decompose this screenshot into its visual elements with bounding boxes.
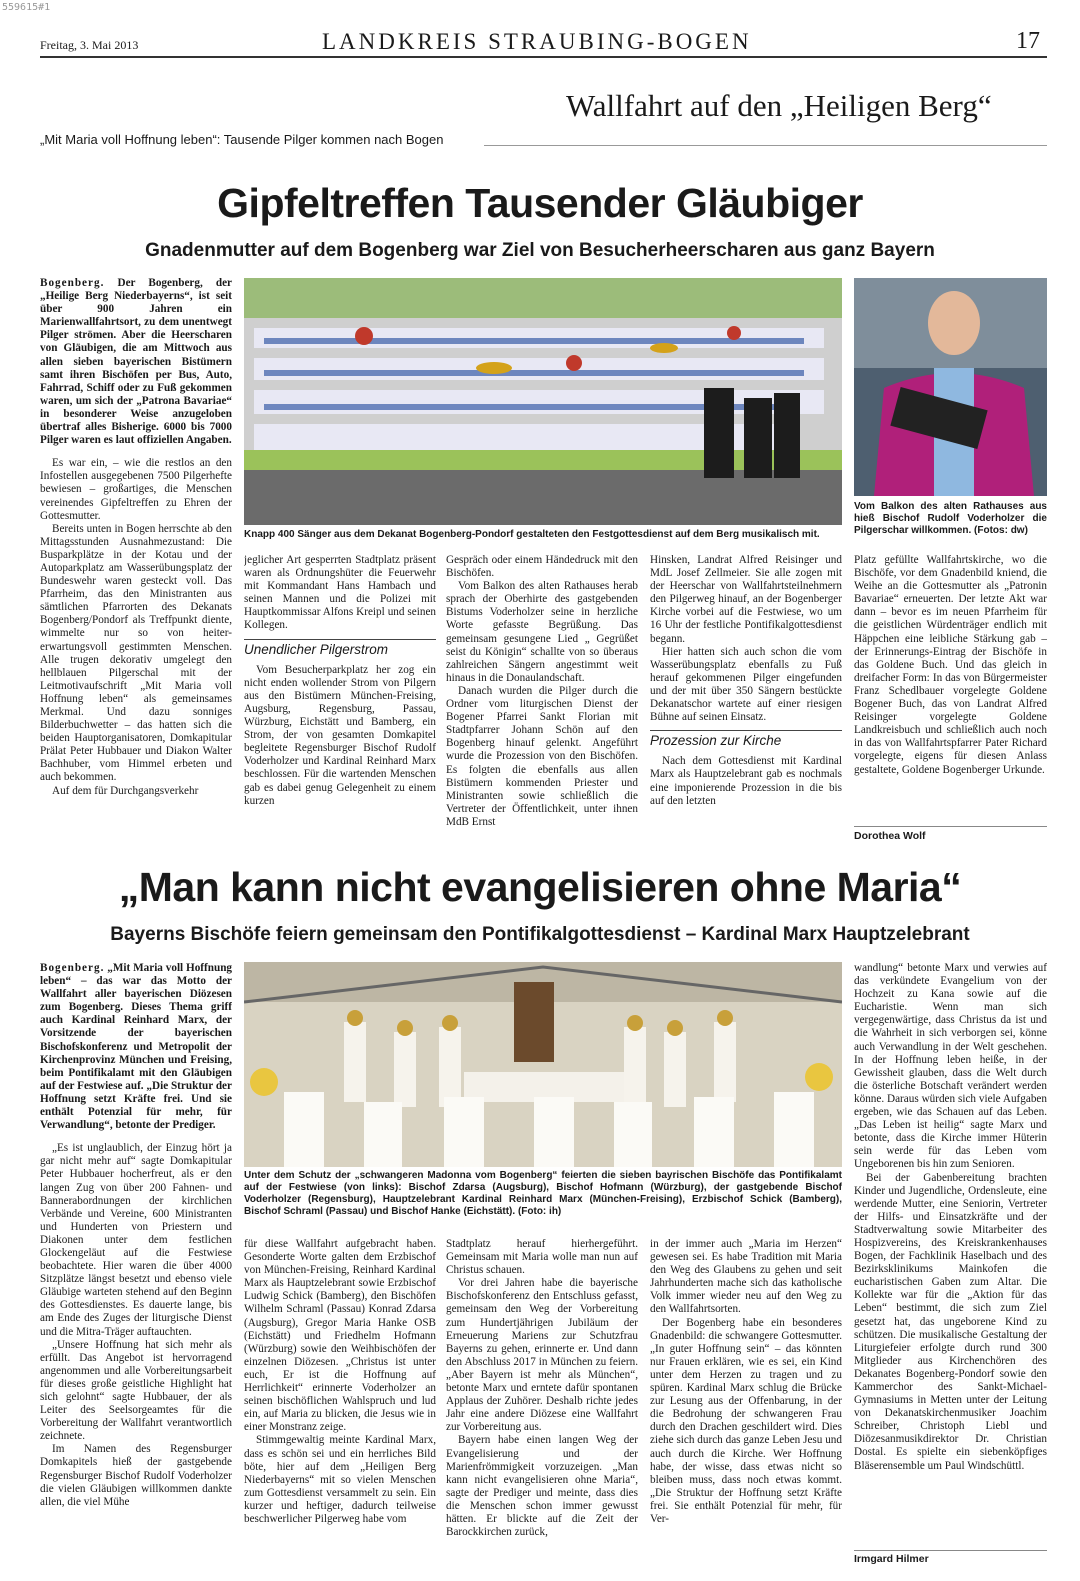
paragraph: Stimmgewaltig meinte Kardinal Marx, dass es schön sei und ein herrliches Bild böte, hier auf dem „Heiligen Berg Niederbayerns“ mit so vielen Menschen zum Gottesdienst versammelt zu sein. Ein kurzer und heftiger, dadurch teilweise beschwerlicher Pilgerweg habe vom xyxy=(244,1434,436,1525)
article2-lead-text: „Mit Maria voll Hoffnung leben“ – das war das Motto der Wallfahrt aller bayerischen Diözesen zum Bogenberg. Dieses Thema griff auch Kardinal Reinhard Marx, der Vorsitzende der bayerischen Bischofskonferenz und Metropolit der Kirchenprovinz München und Freising, beim Pontifikalamt mit den Gläubigen auf der Festwiese auf. „Die Struktur der Hoffnung setzt Kräfte frei. Und sie enthält Potenzial für mehr, für Verwandlung“, betonte der Prediger. xyxy=(40,962,232,1132)
header-rule xyxy=(40,56,1047,58)
paragraph: wandlung“ betonte Marx und verwies auf das verkündete Evangelium von der Hochzeit zu Kana sowie auf die Eucharistie. Wenn man sich vergegenwärtige, dass Christus da ist und die Wahrheit in sich verborgen sei, könne auch Verwandlung in der Welt geschehen. In der Hoffnung leben heiße, in der Gewissheit glauben, dass die Welt durch die österliche Botschaft verändert werden könne. Daraus würden sich viele Aufgaben ergeben, wie das Schauen auf das Leben. „Das Leben ist heilig“ sagte Marx und betonte, dass die Kirche immer Hüterin sein werde für das Leben vom Ungeborenen bis hin zum Senioren. xyxy=(854,962,1047,1171)
paragraph: Stadtplatz herauf hierhergeführt. Gemeinsam mit Maria wolle man nun auf Christus schauen. xyxy=(446,1238,638,1277)
paragraph: Hinsken, Landrat Alfred Reisinger und MdL Josef Zellmeier. Sie alle zogen mit der Heerschar von Wallfahrtsteilnehmern den Pilgerweg hinauf, an der Bogenberger Kirche vorbei auf die Festwiese, wo um 16 Uhr der festliche Pontifikalgottesdienst begann. xyxy=(650,554,842,645)
choir-photo-caption: Knapp 400 Sänger aus dem Dekanat Bogenberg-Pondorf gestalteten den Festgottesdienst auf dem Berg musikalisch mit. xyxy=(244,529,820,540)
paragraph: Vor drei Jahren habe die bayerische Bischofskonferenz den Entschluss gefasst, gemeinsam den Weg der Vorbereitung zum Hundertjährigen Jubiläum der Erneuerung Mariens zur Schutzfrau Bayerns zu gehen, erinnerte er. Und dann den Abschluss 2017 in München zu feiern. „Aber Bayern ist mehr als München“, betonte Marx und erntete dafür spontanen Applaus der Zuhörer. Deshalb richte jedes Jahr eine andere Diözese eine Wallfahrt zur Vorbereitung aus. xyxy=(446,1277,638,1434)
article1-subheadline: Gnadenmutter auf dem Bogenberg war Ziel von Besucherheerscharen aus ganz Bayern xyxy=(145,240,935,261)
paragraph: „Unsere Hoffnung hat sich mehr als erfüllt. Das Angebot ist hervorragend angenommen und alle Vorbereitungsarbeit für dieses große geistliche Highlight hat sich gelohnt“ sagte Hubbauer, der als Leiter des Seelsorgeamtes für die Vorbereitung der Wallfahrt verantwortlich zeichnete. xyxy=(40,1338,232,1443)
bishop-photo xyxy=(854,278,1047,496)
altar-photo xyxy=(244,962,842,1167)
article1-headline: Gipfeltreffen Tausender Gläubiger xyxy=(217,180,863,226)
article1-lead xyxy=(40,277,232,447)
article2-column-3 xyxy=(446,1238,638,1572)
paragraph: Gespräch oder einem Händedruck mit den Bischöfen. xyxy=(446,554,638,580)
paragraph: in der immer auch „Maria im Herzen“ gewesen sei. Es habe Tradition mit Maria den Weg des Glaubens zu gehen und seit Jahrhunderten mache sich das katholische Volk immer wieder neu auf den Weg zu den Wallfahrtsorten. xyxy=(650,1238,842,1316)
altar-photo-caption: Unter dem Schutz der „schwangeren Madonna vom Bogenberg“ feierten die sieben bayrischen Bischöfe das Pontifikalamt auf der Festwiese (von links): Bischof Zdarsa (Augsburg), Bischof Hofmann (Würzburg), der gastgebende Bischof Voderholzer (Regensburg), Hauptzelebrant Kardinal Reinhard Marx (München-Freising), Erzbischof Schick (Bamberg), Bischof Schraml (Passau) und Bischof Hanke (Eichstätt). (Foto: ih) xyxy=(244,1170,842,1217)
paragraph: Nach dem Gottesdienst mit Kardinal Marx als Hauptzelebrant gab es nochmals eine imponierende Prozession in die bis auf den letzten xyxy=(650,755,842,807)
article2-author: Irmgard Hilmer xyxy=(854,1553,929,1565)
altar-photo-image xyxy=(244,962,842,1167)
article2-column-5 xyxy=(854,962,1047,1547)
paragraph: Vom Besucherparkplatz her zog ein nicht enden wollender Strom von Pilgern aus den Bistümern München-Freising, Augsburg, Regensburg, Passau, Würzburg, Eichstätt und Bamberg, ein Strom, der von gesamten Domkapitel begleitete Regensburger Bischof Rudolf Voderholzer und Kardinal Reinhard Marx beschlossen. Für die wartenden Menschen gab es dabei genug Gelegenheit zu einem kurzen xyxy=(244,663,436,807)
article1-lead-place: Bogenberg. xyxy=(40,277,105,289)
article1-author: Dorothea Wolf xyxy=(854,830,926,842)
paragraph: Bereits unten in Bogen herrschte ab den Mittagsstunden Ausnahmezustand: Die Busparkplätze in der Kotau und der Autoparkplatz am Wasserübungsplatz der Bundeswehr waren gesteckt voll. Das Pfarrheim, das den Ministranten aus sämtlichen Pfarrorten des Dekanats Bogenberg/Pondorf als Treffpunkt diente, wimmelte nur so von heiter-erwartungsvoll gestimmten Menschen. Alle trugen dekorativ umgelegt den hellblauen Pilgerschal mit der Leitmotivaufschrift „Mit Maria voll Hoffnung leben“ als gemeinsames Merkmal. Und dazu sonniges Bilderbuchwetter – das hatten sich die beiden Hauptorganisatoren, Domkapitular Prälat Peter Hubbauer und Diakon Walter Bachhuber, vom Himmel erbeten und auch bekommen. xyxy=(40,522,232,784)
paragraph: Platz gefüllte Wallfahrtskirche, wo die Bischöfe, vor dem Gnadenbild kniend, die Weihe an die Gottesmutter als „Patronin Bavariae“ erneuerten. Der letzte Akt war dann – bevor es im neuen Pfarrheim für die geistlichen Würdenträger endlich mit Häppchen eine leibliche Stärkung gab – der Erinnerungs-Eintrag der Bischöfe in das Goldene Buch. Und das gleich in dreifacher Form: In das von Bürgermeister Franz Schedlbauer vorgelegte Goldene Bogener Buch, das von Landrat Alfred Reisinger vorgelegte Goldene Landkreisbuch und schließlich auch noch in das von Wallfahrtspfarrer Pater Richard vorgelegte, eigens für diesen Anlass gestaltete, Goldene Bogenberger Urkunde. xyxy=(854,554,1047,776)
choir-photo xyxy=(244,278,842,525)
paragraph: jeglicher Art gesperrten Stadtplatz präsent waren als Ordnungshüter die Feuerwehr mit Kommandant Hans Hambach und seinen Mannen und die Polizei mit Hauptkommissar Alfons Kreipl und seinen Kollegen. xyxy=(244,554,436,632)
section-title: LANDKREIS STRAUBING-BOGEN xyxy=(322,29,752,54)
article2-column-2 xyxy=(244,1238,436,1572)
author-rule xyxy=(854,1550,1047,1551)
choir-photo-image xyxy=(244,278,842,525)
paragraph: „Es ist unglaublich, der Einzug hört ja gar nicht mehr auf“ sagte Domkapitular Peter Hubbauer hocherfreut, als er den langen Zug von über 200 Fahnen- und Bannerabordnungen der kirchlichen Verbände und Vereine, 600 Ministranten und Hunderten von Priestern und Diakonen unter dem festlichen Glockengeläut auf die Festwiese beobachtete. Hier waren die über 4000 Sitzplätze längst besetzt und ebenso viele Gläubige warteten stehend auf den Beginn des Gottesdienstes. Es dauerte lange, bis am Ende des Zuges der liturgische Dienst und die Mitra-Träger auftauchten. xyxy=(40,1142,232,1338)
paragraph: Im Namen des Regensburger Domkapitels hieß der gastgebende Regensburger Bischof Rudolf Voderholzer die vielen Gläubigen willkommen dankte allen, die viel Mühe xyxy=(40,1443,232,1508)
page-number: 17 xyxy=(1016,28,1040,54)
paragraph: Vom Balkon des alten Rathauses herab sprach der Oberhirte des gastgebenden Bistums Voderholzer seine in herzliche Worte gefasste Begrüßung. Das gemeinsam gesungene Lied „ Gegrüßet seist du Königin“ schallte von so überaus zahlreichen Sängern angestimmt weit hinaus in die Donaulandschaft. xyxy=(446,580,638,684)
paragraph: Es war ein, – wie die restlos an den Infostellen ausgegebenen 7500 Pilgerhefte bewiesen – großartiges, die Menschen vereinendes Gipfeltreffen zu Ehren der Gottesmutter. xyxy=(40,457,232,522)
topic-title: Wallfahrt auf den „Heiligen Berg“ xyxy=(566,88,992,123)
paragraph: Danach wurden die Pilger durch die Ordner vom liturgischen Dienst der Bogener Pfarrei Sankt Florian mit Stadtpfarrer Johann Schön auf den Bogenberg hinauf gelenkt. Angeführt wurde die Prozession von den Bischöfen. Es folgten die ebenfalls aus allen Bistümern kommenden Priester und Ministranten sowie schließlich die Vertreter der Öffentlichkeit, unter ihnen MdB Ernst xyxy=(446,684,638,828)
article2-column-4 xyxy=(650,1238,842,1572)
article1-lead-text: Der Bogenberg, der „Heilige Berg Niederbayerns“, ist seit über 900 Jahren ein Marienwallfahrtsort, zu dem unentwegt Pilger strömen. Aber die Heerscharen von Gläubigen, die am Mittwoch aus allen sieben bayerischen Bistümern samt ihren Bischöfen per Bus, Auto, Fahrrad, Schiff oder zu Fuß gekommen waren, um sich der „Patrona Bavariae“ in besonderer Weise anzugeloben übertraf alles Bisherige. 6000 bis 7000 Pilger waren es laut offiziellen Angaben. xyxy=(40,277,232,447)
bishop-photo-caption: Vom Balkon des alten Rathauses aus hieß Bischof Rudolf Voderholzer die Pilgerschar willkommen. (Fotos: dw) xyxy=(854,501,1047,536)
paragraph: Bei der Gabenbereitung brachten Kinder und Jugendliche, Ordensleute, eine werdende Mutter, eine Seniorin, Vertreter der Hilfs- und Einsatzkräfte und der Stadtverwaltung sowie Mitarbeiter des Hospizvereins, des Kreiskrankenhauses Bogen, der Fachklinik Haselbach und des Bezirksklinikums Mainkofen die eucharistischen Gaben zum Altar. Die Kollekte war für die „Aktion für das Leben“ bestimmt, die sich zum Ziel gesetzt hat, das ungeborene Kind zu schützen. Die musikalische Gestaltung der Liturgiefeier erfolgte durch rund 300 Mitglieder aus Kirchenchören des Dekanates Bogenberg-Pondorf sowie den Kammerchor des Sankt-Michael-Gymnasiums in Metten unter der Leitung von Dekanatskirchenmusiker Joachim Schreiber, Christoph Liebl und Diözesanmusikdirektor Dr. Christian Dostal. Es spielte ein siebenköpfiges Bläserensemble um Paul Windschüttl. xyxy=(854,1171,1047,1472)
article1-column-3 xyxy=(446,554,638,844)
paragraph: Bayern habe einen langen Weg der Evangelisierung und der Marienfrömmigkeit vorzuzeigen. „Man kann nicht evangelisieren ohne Maria“, sagte der Prediger und meinte, dass dies die Menschen schon immer gewusst hätten. Er blickte auf die Zeit der Barockkirchen zurück, xyxy=(446,1434,638,1539)
paragraph: Der Bogenberg habe ein besonderes Gnadenbild: die schwangere Gottesmutter. „In guter Hoffnung sein“ – das könnten nur Frauen erklären, wie es sei, ein Kind unter dem Herzen zu tragen und zu spüren. Kardinal Marx schlug die Brücke zur Lesung aus der Offenbarung, in der die Bedrohung der schwangeren Frau durch den Drachen geschildert wird. Dies ziehe sich durch das ganze Leben Jesu und auch durch die Kirche. Wer Hoffnung habe, der wisse, dass etwas nicht so bleiben muss, dass noch etwas kommt. „Die Struktur der Hoffnung setzt Kräfte frei. Sie enthält Potenzial für mehr, für Ver- xyxy=(650,1316,842,1525)
issue-date: Freitag, 3. Mai 2013 xyxy=(40,38,139,52)
paragraph: Auf dem für Durchgangsverkehr xyxy=(52,784,199,797)
article2-subheadline: Bayerns Bischöfe feiern gemeinsam den Pontifikalgottesdienst – Kardinal Marx Hauptzelebrant xyxy=(110,924,970,945)
topic-subtitle: „Mit Maria voll Hoffnung leben“: Tausende Pilger kommen nach Bogen xyxy=(40,132,444,147)
topic-rule xyxy=(484,145,1047,146)
article2-lead xyxy=(40,962,232,1132)
subhead-prozession-zur-kirche: Prozession zur Kirche xyxy=(650,730,842,747)
article1-column-5 xyxy=(854,554,1047,819)
subhead-unendlicher-pilgerstrom: Unendlicher Pilgerstrom xyxy=(244,639,436,656)
article2-column-1 xyxy=(40,962,232,1572)
paragraph: für diese Wallfahrt aufgebracht haben. Gesonderte Worte galten dem Erzbischof von München-Freising, Reinhard Kardinal Marx als Hauptzelebrant sowie Erzbischof Ludwig Schick (Bamberg), den Bischöfen Wilhelm Schraml (Passau) Konrad Zdarsa (Augsburg), Gregor Maria Hanke OSB (Eichstätt) und Friedhelm Hofmann (Würzburg) sowie den Weihbischöfen der einzelnen Diözesen. „Christus ist unter euch, Er ist die Hoffnung auf Herrlichkeit“ erinnerte Voderholzer an seinen bischöflichen Wahlspruch und lud ein, auf Maria zu blicken, die Jesus wie in einer Monstranz zeige. xyxy=(244,1238,436,1434)
paragraph: Hier hatten sich auch schon die vom Wasserübungsplatz ebenfalls zu Fuß herauf gekommenen Pilger eingefunden und der mit über 350 Sängern bestückte Dekanatschor wartete auf einer riesigen Bühne auf seinen Einsatz. xyxy=(650,645,842,724)
document-id: 559615#1 xyxy=(2,2,51,13)
bishop-photo-image xyxy=(854,278,1047,496)
article2-lead-place: Bogenberg. xyxy=(40,962,105,974)
author-rule xyxy=(854,826,1047,827)
article1-column-1 xyxy=(40,277,232,837)
article2-headline: „Man kann nicht evangelisieren ohne Maria“ xyxy=(118,864,962,910)
article1-column-2 xyxy=(244,554,436,844)
article1-column-4 xyxy=(650,554,842,844)
